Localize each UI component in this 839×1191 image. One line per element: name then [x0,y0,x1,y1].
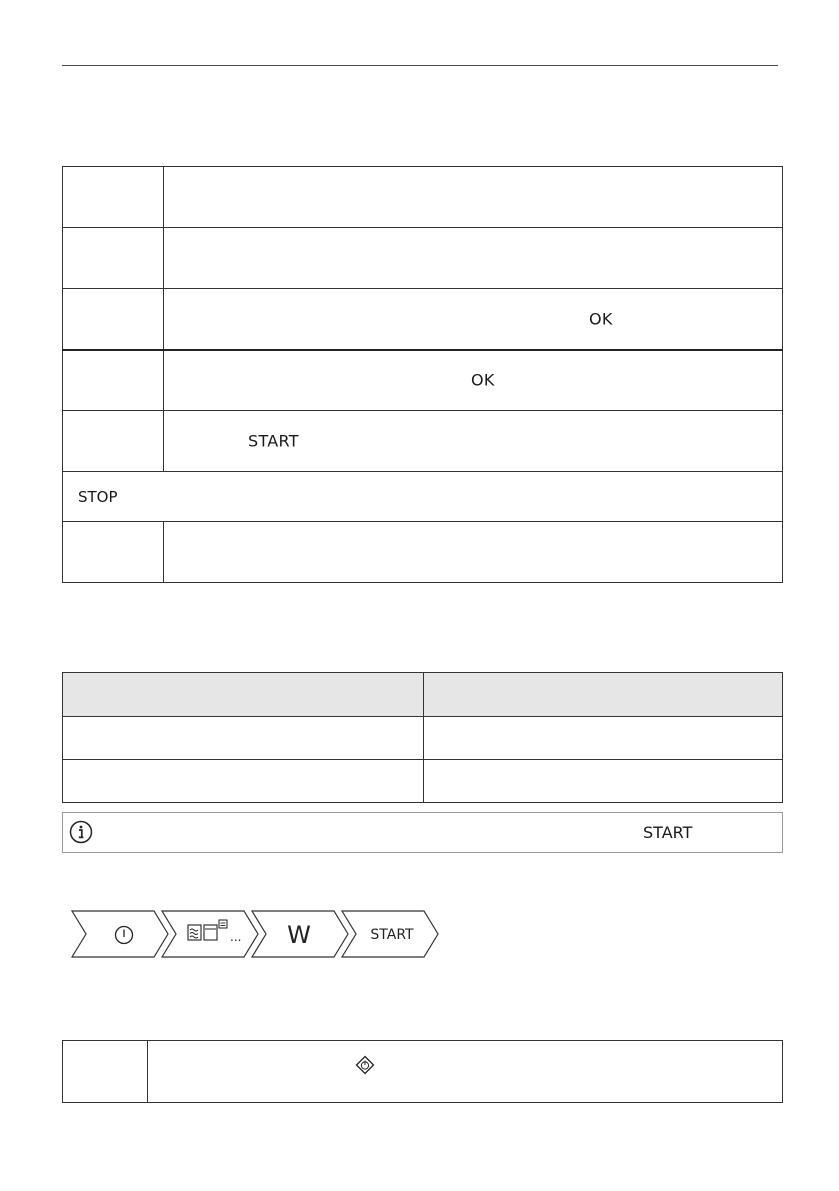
bottom-steps-table [62,1040,783,1103]
start-keyword: START [248,431,299,451]
two-column-table [62,672,783,803]
step-text-cell [164,522,783,583]
column-header [63,673,424,717]
info-icon [69,820,93,844]
step-row [63,411,783,472]
steps-table [62,166,783,583]
ok-keyword: OK [589,309,613,329]
step-text-cell [164,350,783,411]
step-text-cell [164,289,783,350]
step-text-cell [164,167,783,228]
step-number-cell [63,350,164,411]
step-row [63,228,783,289]
flow-step-heating-mode [162,911,258,957]
step-number-cell [63,289,164,350]
operation-flow [70,909,440,959]
step-row [63,1041,783,1103]
step-number-cell [63,411,164,472]
more-modes-ellipsis: ... [230,930,242,944]
step-number-cell [63,167,164,228]
step-row [63,167,783,228]
step-row [63,522,783,583]
column-header [424,673,783,717]
start-keyword: START [643,823,693,842]
stop-keyword: STOP [78,487,118,506]
step-row [63,289,783,350]
table-row [63,760,783,803]
header-rule [62,65,778,66]
start-diamond-icon [355,1055,375,1075]
step-row [63,350,783,411]
table-header-row [63,673,783,717]
step-text-cell [164,228,783,289]
info-box [62,812,783,853]
stop-row [63,472,783,522]
table-cell [63,760,424,803]
w-label: W [287,921,311,949]
step-text-cell [148,1041,783,1103]
start-label: START [370,927,414,943]
table-cell [424,717,783,760]
ok-keyword: OK [471,370,495,390]
stop-cell [63,472,783,522]
flow-step-start [342,911,438,957]
table-cell [424,760,783,803]
table-cell [63,717,424,760]
flow-step-power [72,911,168,957]
table-row [63,717,783,760]
step-number-cell [63,228,164,289]
step-text-cell [164,411,783,472]
flow-step-w [252,911,348,957]
step-number-cell [63,1041,148,1103]
step-number-cell [63,522,164,583]
